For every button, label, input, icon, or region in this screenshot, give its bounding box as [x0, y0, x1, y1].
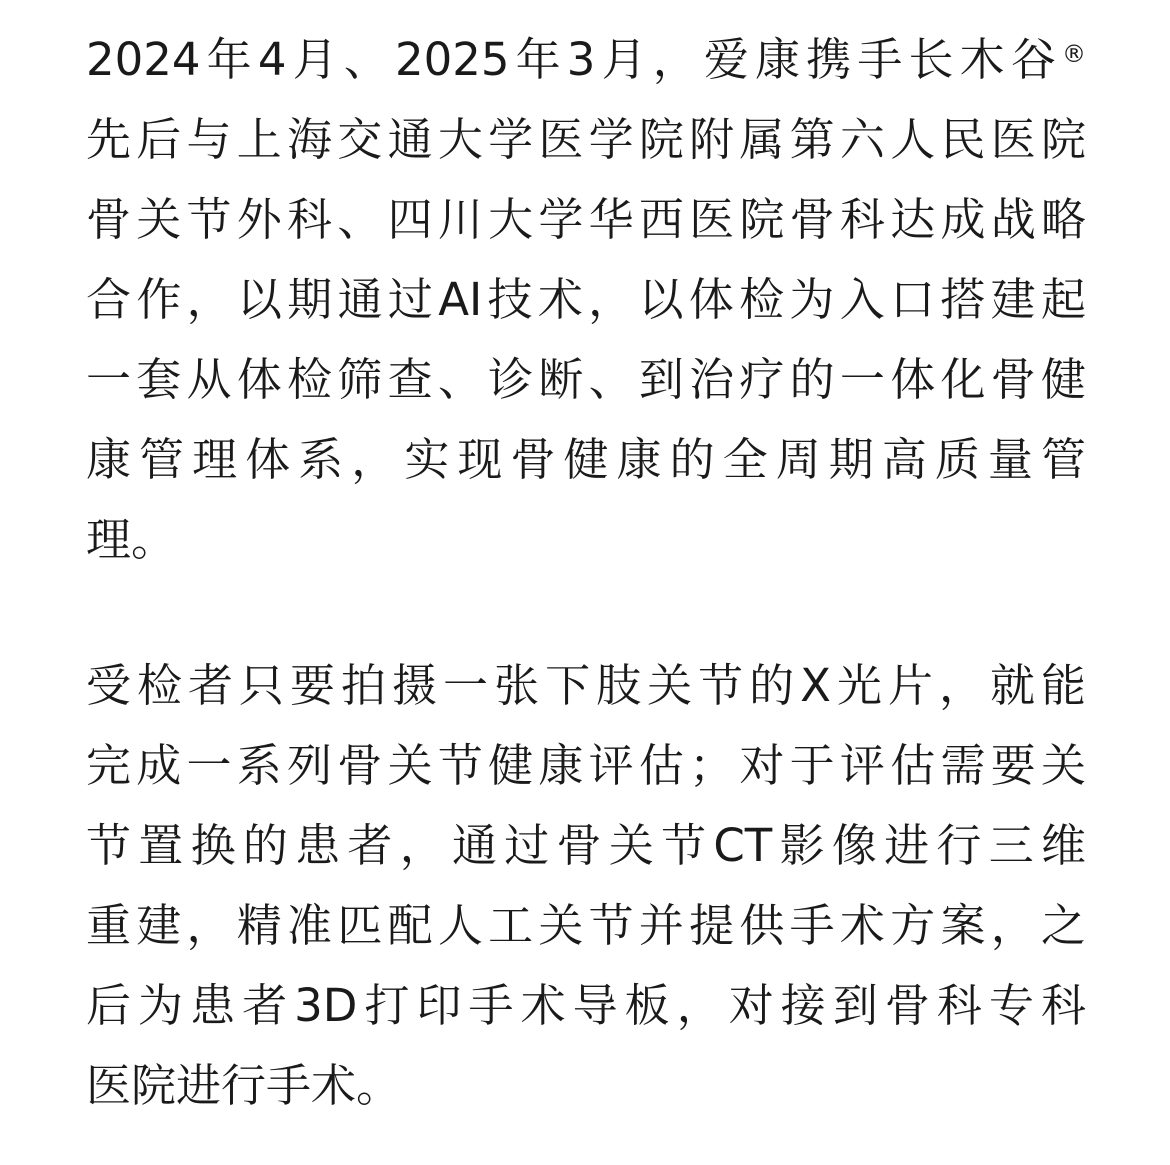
text-line: 受检者只要拍摄一张下肢关节的X光片，就能	[86, 659, 1086, 712]
text-line: 康管理体系，实现骨健康的全周期高质量管	[86, 433, 1086, 486]
text-line: 完成一系列骨关节健康评估；对于评估需要关	[86, 739, 1086, 792]
registered-mark: ®	[1062, 40, 1086, 68]
text-line: 医院进行手术。	[86, 1059, 402, 1112]
text-line: 2024年4月、2025年3月，爱康携手长木谷®	[86, 33, 1086, 86]
text-line: 骨关节外科、四川大学华西医院骨科达成战略	[86, 193, 1086, 246]
text-line: 后为患者3D打印手术导板，对接到骨科专科	[86, 979, 1086, 1032]
text-line: 节置换的患者，通过骨关节CT影像进行三维	[86, 819, 1086, 872]
text-line: 理。	[86, 513, 177, 566]
text-line: 一套从体检筛查、诊断、到治疗的一体化骨健	[86, 353, 1086, 406]
paragraph-1	[86, 20, 1086, 580]
paragraph-spacer	[86, 580, 1086, 646]
article-body	[86, 20, 1086, 1126]
text-line: 合作，以期通过AI技术，以体检为入口搭建起	[86, 273, 1086, 326]
paragraph-2	[86, 646, 1086, 1126]
text-line: 先后与上海交通大学医学院附属第六人民医院	[86, 113, 1086, 166]
text-line: 重建，精准匹配人工关节并提供手术方案，之	[86, 899, 1086, 952]
